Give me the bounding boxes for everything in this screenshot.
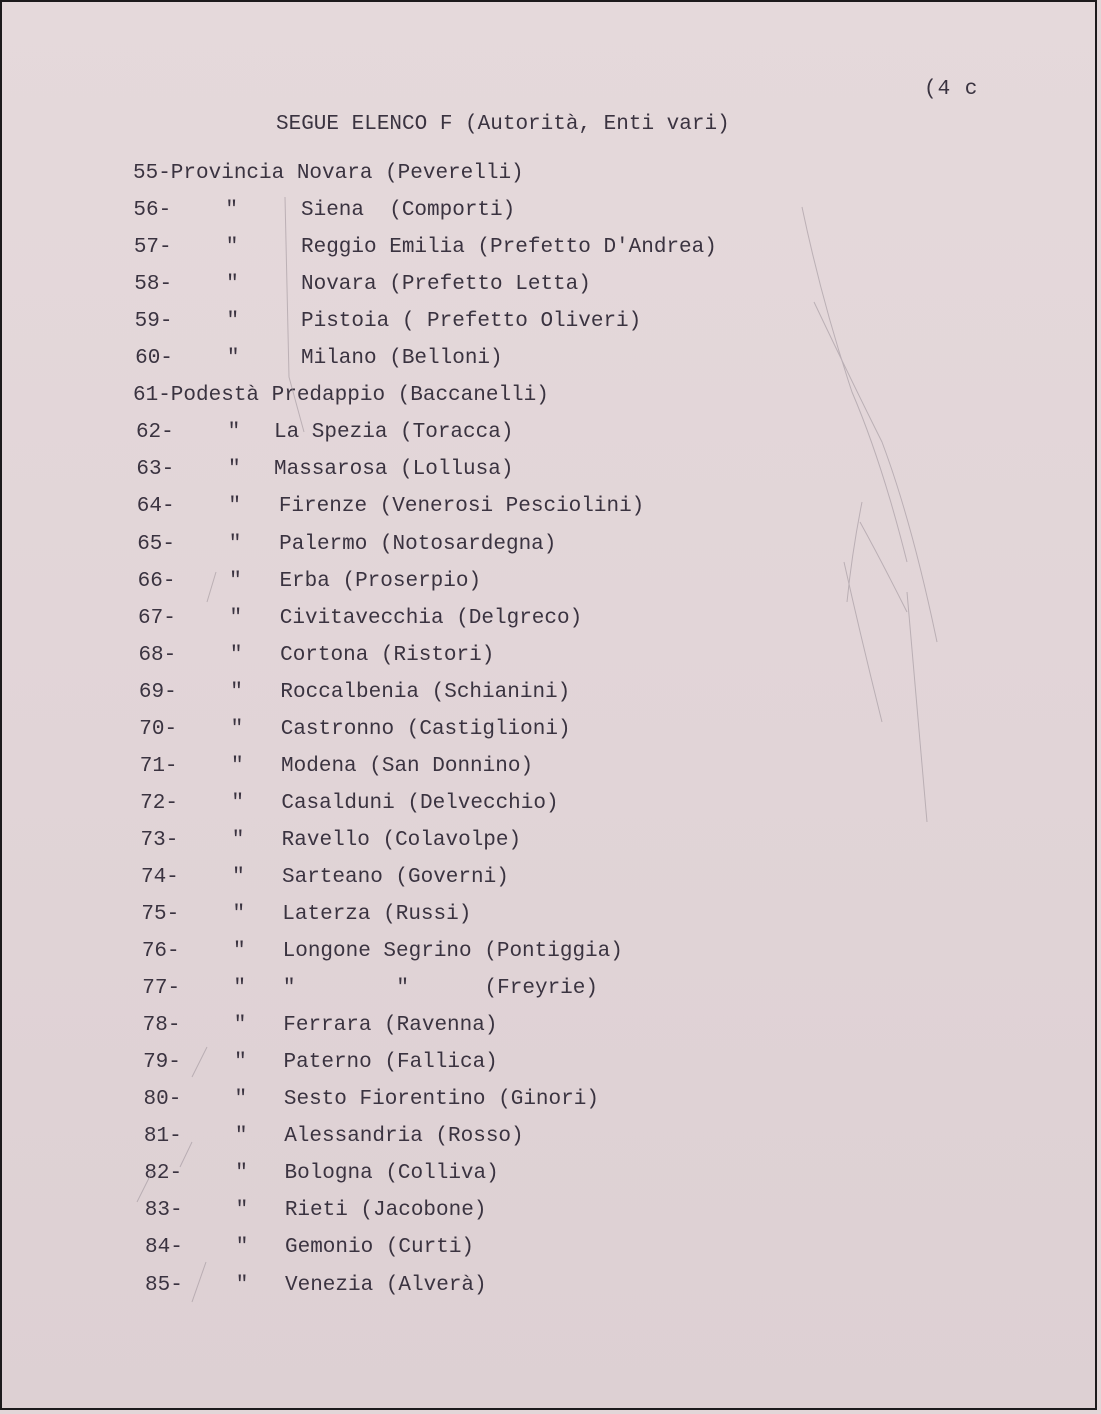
entry-text: Ferrara (Ravenna): [283, 1014, 498, 1038]
entry-number: 59-: [134, 310, 173, 334]
entry-number: 76-: [141, 940, 180, 964]
ditto-mark: ": [231, 791, 245, 815]
entry-text: Venezia (Alverà): [285, 1273, 487, 1297]
entry-text: Longone Segrino (Pontiggia): [282, 940, 623, 964]
ditto-mark: ": [229, 643, 243, 667]
ditto-mark: ": [226, 273, 239, 297]
entry-number: 63-: [136, 458, 175, 482]
ditto-mark: ": [228, 532, 242, 556]
entry-text: 61-Podestà Predappio (Baccanelli): [133, 384, 549, 408]
ditto-mark: ": [235, 1199, 249, 1223]
entry-list: [2, 2, 1095, 1408]
entry-number: 75-: [141, 903, 180, 926]
ditto-mark: ": [227, 421, 241, 445]
entry-text: Rieti (Jacobone): [284, 1199, 487, 1223]
entry-text: Palermo (Notosardegna): [279, 532, 557, 556]
entry-text: Modena (San Donnino): [281, 754, 534, 778]
entry-text: Massarosa (Lollusa): [274, 458, 514, 482]
entry-number: 73-: [140, 828, 179, 852]
ditto-mark: ": [229, 606, 243, 630]
entry-number: 71-: [139, 754, 178, 778]
entry-text: La Spezia (Toracca): [274, 421, 514, 445]
ditto-mark: ": [231, 828, 245, 852]
entry-text: Milano (Belloni): [301, 347, 503, 371]
ditto-mark: ": [225, 236, 239, 260]
entry-text: Sesto Fiorentino (Ginori): [283, 1088, 599, 1112]
entry-number: 79-: [143, 1051, 181, 1075]
ditto-mark: ": [230, 717, 244, 741]
entry-number: 68-: [138, 643, 177, 667]
ditto-mark: ": [234, 1088, 248, 1112]
ditto-mark: ": [228, 458, 241, 482]
ditto-mark: ": [225, 199, 238, 223]
entry-number: 77-: [142, 977, 181, 1001]
entry-number: 83-: [144, 1199, 183, 1223]
ditto-mark: ": [234, 1051, 247, 1075]
ditto-mark: ": [235, 1236, 249, 1260]
entry-number: 81-: [143, 1125, 182, 1149]
entry-number: 66-: [137, 569, 176, 593]
entry-number: 58-: [134, 273, 173, 297]
entry-text: Civitavecchia (Delgreco): [279, 606, 583, 630]
entry-text: Ravello (Colavolpe): [281, 828, 522, 852]
entry-number: 80-: [143, 1088, 182, 1112]
entry-text: Gemonio (Curti): [285, 1236, 475, 1260]
entry-number: 65-: [137, 532, 175, 556]
ditto-mark: ": [226, 310, 240, 334]
entry-number: 60-: [135, 347, 173, 371]
ditto-mark: ": [231, 754, 244, 778]
entry-text: Roccalbenia (Schianini): [280, 680, 571, 704]
entry-number: 85-: [145, 1273, 183, 1297]
entry-text: Sarteano (Governi): [281, 865, 509, 889]
entry-text: Alessandria (Rosso): [284, 1125, 524, 1149]
entry-number: 78-: [142, 1014, 181, 1038]
ditto-mark: ": [226, 347, 240, 371]
ditto-mark: ": [233, 1014, 247, 1038]
ditto-mark: ": [230, 680, 243, 704]
ditto-mark: ": [229, 569, 242, 593]
entry-text: Cortona (Ristori): [280, 643, 495, 667]
ditto-mark: ": [235, 1162, 248, 1186]
entry-text: Novara (Prefetto Letta): [301, 273, 591, 297]
entry-number: 70-: [139, 717, 178, 741]
entry-number: 57-: [133, 236, 172, 260]
entry-text: 55-Provincia Novara (Peverelli): [133, 162, 524, 185]
ditto-mark: ": [228, 495, 241, 519]
entry-text: Paterno (Fallica): [283, 1051, 498, 1075]
entry-text: Erba (Proserpio): [279, 569, 482, 593]
entry-text: Laterza (Russi): [282, 903, 472, 926]
entry-text: Siena (Comporti): [301, 199, 516, 223]
entry-number: 74-: [140, 865, 179, 889]
ditto-mark: ": [232, 865, 245, 889]
entry-text: Castronno (Castiglioni): [280, 717, 571, 741]
entry-number: 72-: [140, 791, 178, 815]
entry-number: 56-: [133, 199, 172, 223]
ditto-mark: ": [232, 903, 246, 926]
entry-number: 69-: [138, 680, 177, 704]
entry-text: Casalduni (Delvecchio): [281, 791, 559, 815]
entry-text: Pistoia ( Prefetto Oliveri): [301, 310, 642, 334]
entry-number: 67-: [138, 606, 176, 630]
entry-text: " " (Freyrie): [282, 977, 598, 1001]
entry-number: 84-: [145, 1236, 183, 1260]
entry-text: Bologna (Colliva): [284, 1162, 499, 1186]
entry-number: 62-: [135, 421, 174, 445]
ditto-mark: ": [235, 1273, 249, 1297]
document-heading: SEGUE ELENCO F (Autorità, Enti vari): [276, 113, 730, 136]
page-mark: (4 c: [924, 78, 979, 101]
entry-number: 64-: [136, 495, 175, 519]
entry-text: Reggio Emilia (Prefetto D'Andrea): [301, 236, 717, 260]
ditto-mark: ": [233, 977, 246, 1001]
ditto-mark: ": [234, 1125, 248, 1149]
entry-number: 82-: [144, 1162, 183, 1186]
ditto-mark: ": [232, 940, 246, 964]
entry-text: Firenze (Venerosi Pesciolini): [278, 495, 645, 519]
